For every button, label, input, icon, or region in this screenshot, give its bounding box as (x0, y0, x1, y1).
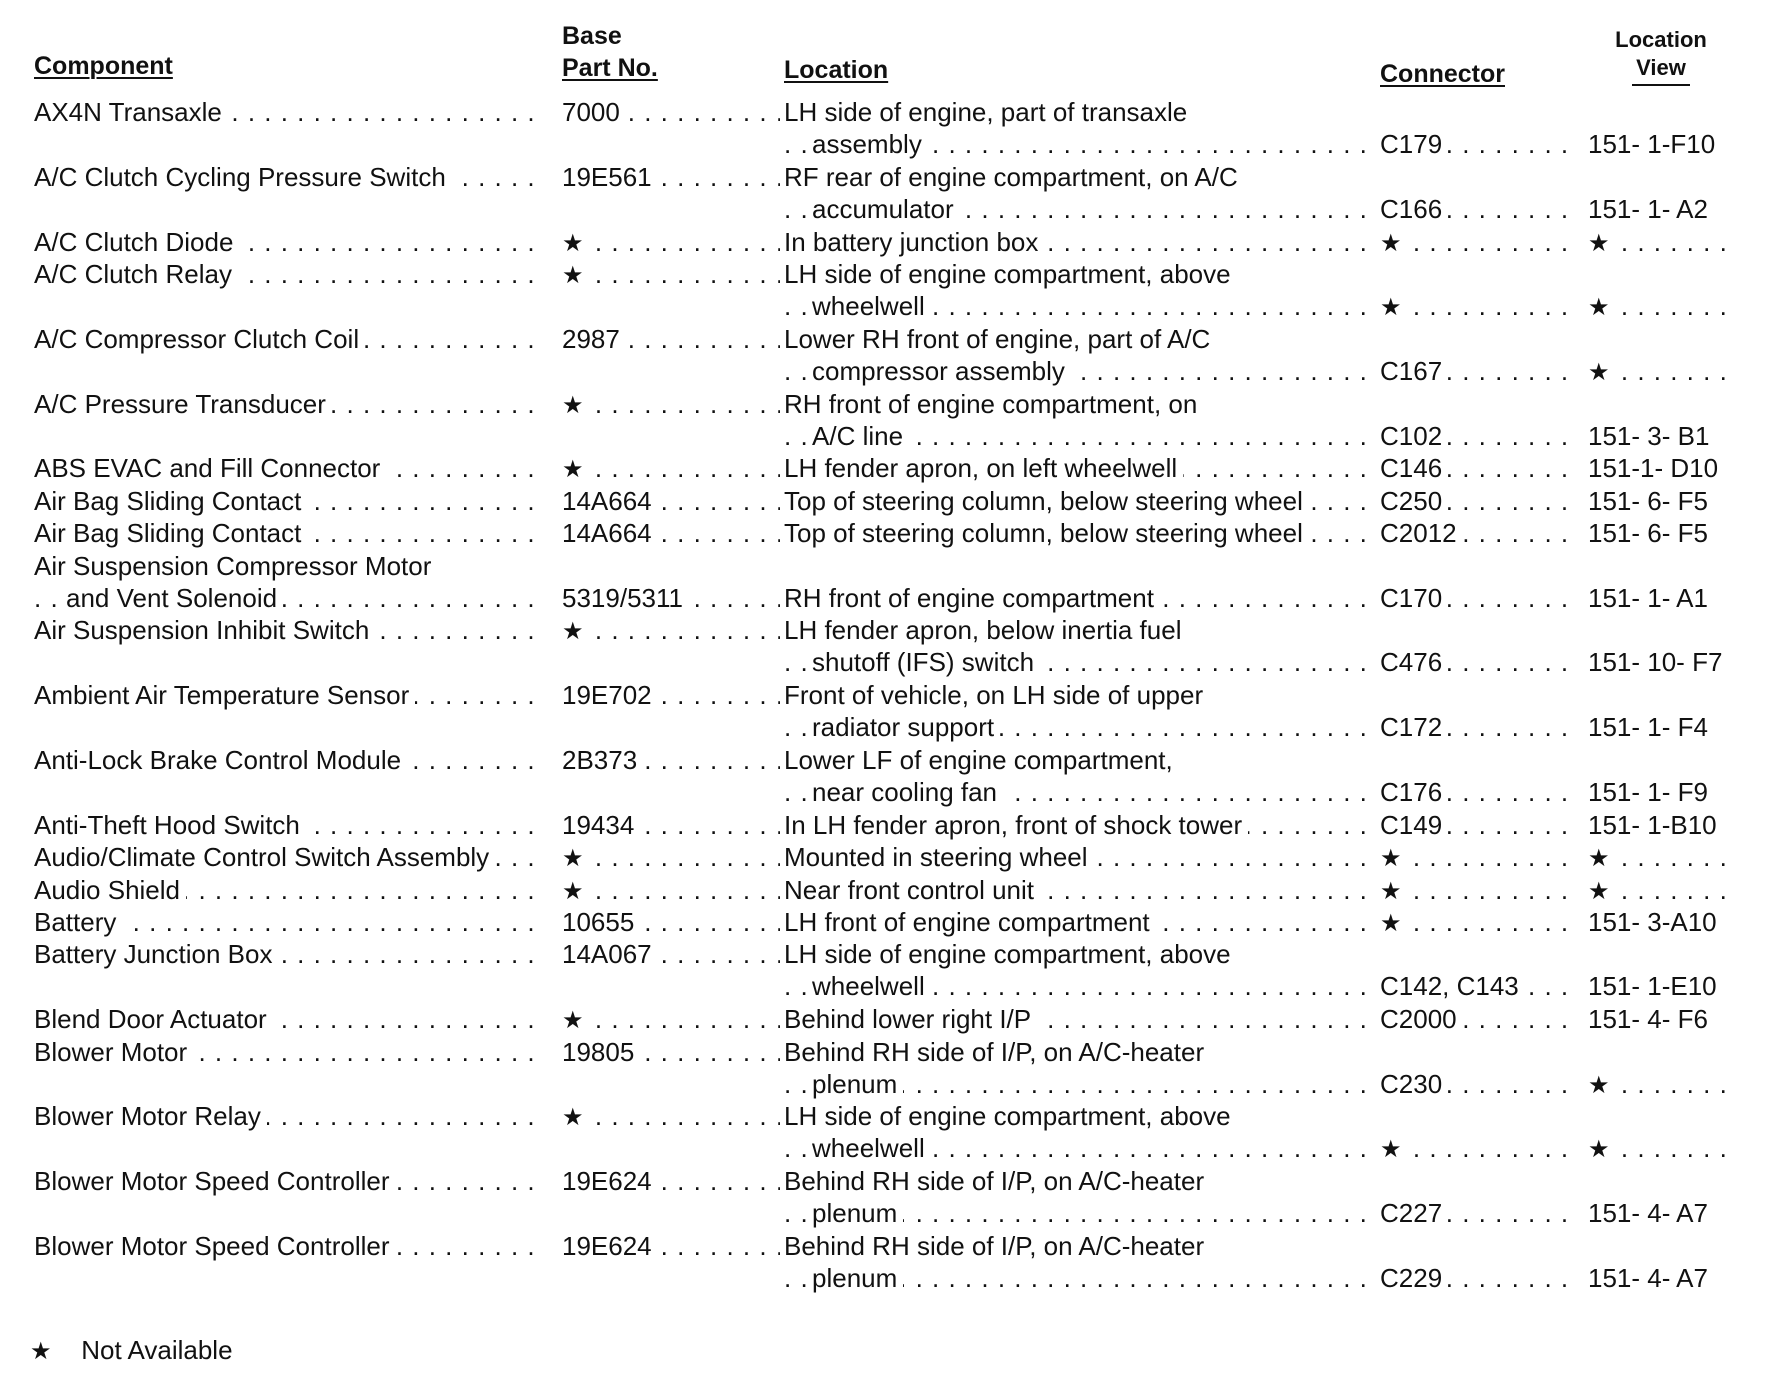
location-view: 151- 6- F5 (1588, 485, 1738, 517)
location-text: Behind RH side of I/P, on A/C-heater (784, 1165, 1372, 1197)
location-text: Near front control unit . . . (784, 874, 1372, 906)
location-text-continued: wheelwell . . . (784, 290, 1372, 322)
connector-id: C2012 . . . (1380, 517, 1576, 549)
base-part-number: 19E624 . . . (562, 1230, 780, 1262)
component-name: Ambient Air Temperature Sensor . . . (34, 679, 542, 711)
location-text-continued: plenum . . . (784, 1262, 1372, 1294)
location-view: ★ . . . (1588, 226, 1738, 258)
connector-id: C167 . . . (1380, 355, 1576, 387)
location-view: 151- 6- F5 (1588, 517, 1738, 549)
location-view: 151- 1- F9 (1588, 776, 1738, 808)
location-view: 151- 3- B1 (1588, 420, 1738, 452)
component-name: Battery Junction Box . . . (34, 938, 542, 970)
connector-id: C149 . . . (1380, 809, 1576, 841)
connector-id: ★ . . . (1380, 226, 1576, 258)
component-name: Air Suspension Inhibit Switch . . . (34, 614, 542, 646)
base-part-number: ★ . . . (562, 258, 780, 290)
connector-id: C166 . . . (1380, 193, 1576, 225)
location-text: In LH fender apron, front of shock tower . . . (784, 809, 1372, 841)
base-part-number: 10655 . . . (562, 906, 780, 938)
connector-id: C227 . . . (1380, 1197, 1576, 1229)
location-text: Behind lower right I/P . . . (784, 1003, 1372, 1035)
location-text-continued: wheelwell . . . (784, 970, 1372, 1002)
location-text: In battery junction box . . . (784, 226, 1372, 258)
location-text-continued: near cooling fan . . . (784, 776, 1372, 808)
location-text-continued: A/C line . . . (784, 420, 1372, 452)
location-text: Mounted in steering wheel . . . (784, 841, 1372, 873)
location-text: Lower RH front of engine, part of A/C (784, 323, 1372, 355)
location-text-continued: wheelwell . . . (784, 1132, 1372, 1164)
location-text-continued: shutoff (IFS) switch . . . (784, 646, 1372, 678)
connector-id: C250 . . . (1380, 485, 1576, 517)
base-part-number: ★ . . . (562, 1100, 780, 1132)
base-part-number: ★ . . . (562, 874, 780, 906)
location-text-continued: radiator support . . . (784, 711, 1372, 743)
base-part-number: ★ . . . (562, 1003, 780, 1035)
component-name: A/C Compressor Clutch Coil . . . (34, 323, 542, 355)
connector-id: C102 . . . (1380, 420, 1576, 452)
component-name: A/C Clutch Relay . . . (34, 258, 542, 290)
location-text: LH side of engine, part of transaxle (784, 96, 1372, 128)
component-name: Anti-Lock Brake Control Module . . . (34, 744, 542, 776)
location-view: 151- 1- A1 (1588, 582, 1738, 614)
base-part-number: 2987 . . . (562, 323, 780, 355)
location-text: RH front of engine compartment . . . (784, 582, 1372, 614)
location-text: RF rear of engine compartment, on A/C (784, 161, 1372, 193)
location-text: Behind RH side of I/P, on A/C-heater (784, 1036, 1372, 1068)
base-part-number: ★ . . . (562, 841, 780, 873)
component-name: A/C Clutch Cycling Pressure Switch . . . (34, 161, 542, 193)
location-view: 151- 1-E10 (1588, 970, 1738, 1002)
component-name: Battery . . . (34, 906, 542, 938)
location-text: LH side of engine compartment, above (784, 258, 1372, 290)
base-part-number: ★ . . . (562, 388, 780, 420)
header-component: Component (34, 52, 173, 80)
component-name: Audio Shield . . . (34, 874, 542, 906)
header-location: Location (784, 56, 889, 84)
connector-id: C170 . . . (1380, 582, 1576, 614)
connector-id: C179 . . . (1380, 128, 1576, 160)
base-part-number: ★ . . . (562, 452, 780, 484)
location-view: 151-1- D10 (1588, 452, 1738, 484)
connector-id: ★ . . . (1380, 874, 1576, 906)
connector-id: C172 . . . (1380, 711, 1576, 743)
location-text: LH front of engine compartment . . . (784, 906, 1372, 938)
location-view: 151- 4- A7 (1588, 1262, 1738, 1294)
location-text: Top of steering column, below steering wheel . . . (784, 485, 1372, 517)
location-view: ★ . . . (1588, 1068, 1738, 1100)
component-name: AX4N Transaxle . . . (34, 96, 542, 128)
base-part-number: 14A664 . . . (562, 485, 780, 517)
location-view: ★ . . . (1588, 355, 1738, 387)
location-view: ★ . . . (1588, 290, 1738, 322)
location-view: 151- 1- F4 (1588, 711, 1738, 743)
component-name-continued: and Vent Solenoid . . . (34, 582, 542, 614)
location-text: Front of vehicle, on LH side of upper (784, 679, 1372, 711)
location-view: ★ . . . (1588, 874, 1738, 906)
base-part-number: 19E702 . . . (562, 679, 780, 711)
location-text-continued: plenum . . . (784, 1197, 1372, 1229)
component-name: Blend Door Actuator . . . (34, 1003, 542, 1035)
component-name: A/C Clutch Diode . . . (34, 226, 542, 258)
base-part-number: ★ . . . (562, 226, 780, 258)
location-view: 151- 10- F7 (1588, 646, 1738, 678)
location-text-continued: assembly . . . (784, 128, 1372, 160)
star-icon: ★ (30, 1338, 52, 1365)
connector-id: C229 . . . (1380, 1262, 1576, 1294)
base-part-number: 2B373 . . . (562, 744, 780, 776)
base-part-number: 19805 . . . (562, 1036, 780, 1068)
header-connector: Connector (1380, 60, 1505, 88)
base-part-number: 5319/5311 . . . (562, 582, 780, 614)
location-text: RH front of engine compartment, on (784, 388, 1372, 420)
connector-id: C176 . . . (1380, 776, 1576, 808)
location-view: 151- 4- F6 (1588, 1003, 1738, 1035)
location-view: 151- 1-F10 (1588, 128, 1738, 160)
base-part-number: 14A067 . . . (562, 938, 780, 970)
location-view: ★ . . . (1588, 841, 1738, 873)
connector-id: C146 . . . (1380, 452, 1576, 484)
location-text: LH fender apron, on left wheelwell . . . (784, 452, 1372, 484)
location-text: LH side of engine compartment, above (784, 1100, 1372, 1132)
location-text: LH fender apron, below inertia fuel (784, 614, 1372, 646)
component-name: Blower Motor Speed Controller . . . (34, 1165, 542, 1197)
component-name: ABS EVAC and Fill Connector . . . (34, 452, 542, 484)
component-name: Blower Motor Speed Controller . . . (34, 1230, 542, 1262)
location-text-continued: plenum . . . (784, 1068, 1372, 1100)
connector-id: C476 . . . (1380, 646, 1576, 678)
base-part-number: 14A664 . . . (562, 517, 780, 549)
connector-id: ★ . . . (1380, 290, 1576, 322)
connector-id: ★ . . . (1380, 906, 1576, 938)
base-part-number: 19E561 . . . (562, 161, 780, 193)
base-part-number: 7000 . . . (562, 96, 780, 128)
header-base-part: Base Part No. (562, 22, 658, 82)
connector-id: ★ . . . (1380, 1132, 1576, 1164)
location-text-continued: compressor assembly . . . (784, 355, 1372, 387)
location-text-continued: accumulator . . . (784, 193, 1372, 225)
location-view: 151- 4- A7 (1588, 1197, 1738, 1229)
location-view: ★ . . . (1588, 1132, 1738, 1164)
legend-text: Not Available (81, 1335, 233, 1365)
component-name: Air Bag Sliding Contact . . . (34, 485, 542, 517)
location-view: 151- 1-B10 (1588, 809, 1738, 841)
location-view: 151- 1- A2 (1588, 193, 1738, 225)
location-text: LH side of engine compartment, above (784, 938, 1372, 970)
component-name: Air Suspension Compressor Motor (34, 550, 542, 582)
connector-id: C142, C143 . . . (1380, 970, 1576, 1002)
component-name: Blower Motor Relay . . . (34, 1100, 542, 1132)
base-part-number: 19E624 . . . (562, 1165, 780, 1197)
component-name: Blower Motor . . . (34, 1036, 542, 1068)
component-name: Air Bag Sliding Contact . . . (34, 517, 542, 549)
connector-id: C2000 . . . (1380, 1003, 1576, 1035)
component-name: Audio/Climate Control Switch Assembly . . . (34, 841, 542, 873)
base-part-number: 19434 . . . (562, 809, 780, 841)
connector-id: ★ . . . (1380, 841, 1576, 873)
location-text: Top of steering column, below steering wheel . . . (784, 517, 1372, 549)
component-name: Anti-Theft Hood Switch . . . (34, 809, 542, 841)
location-text: Lower LF of engine compartment, (784, 744, 1372, 776)
header-location-view: Location View (1605, 26, 1717, 86)
component-name: A/C Pressure Transducer . . . (34, 388, 542, 420)
legend-footnote (30, 1334, 233, 1368)
location-view: 151- 3-A10 (1588, 906, 1738, 938)
connector-id: C230 . . . (1380, 1068, 1576, 1100)
base-part-number: ★ . . . (562, 614, 780, 646)
location-text: Behind RH side of I/P, on A/C-heater (784, 1230, 1372, 1262)
